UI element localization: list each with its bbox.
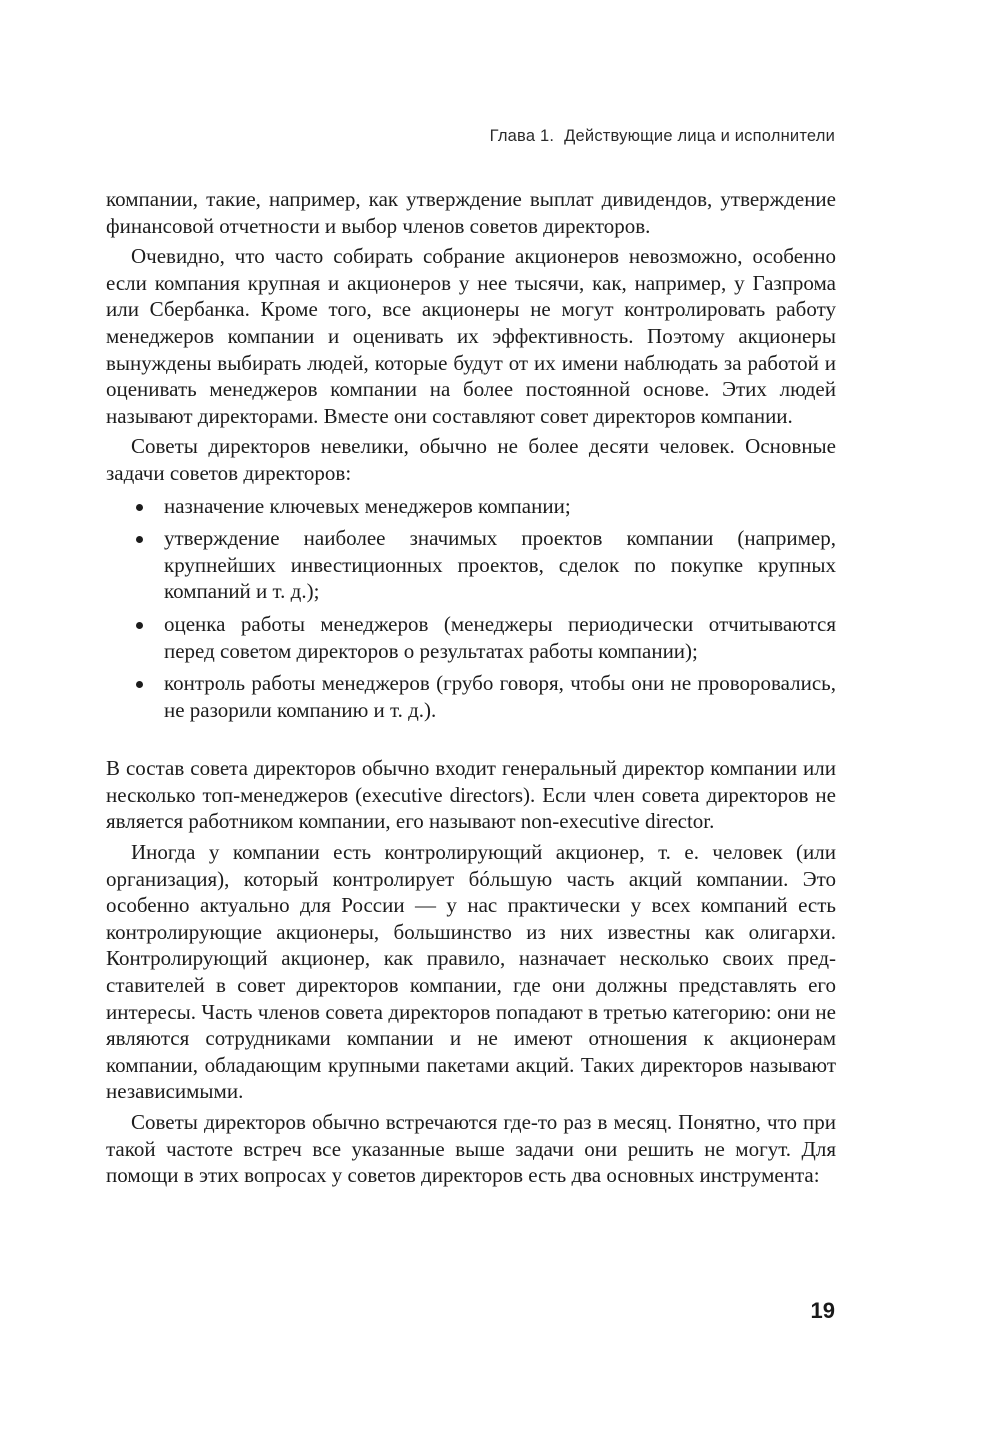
chapter-label: Глава 1. <box>489 127 555 145</box>
list-item <box>164 670 836 723</box>
page-number: 19 <box>810 1298 835 1323</box>
bullet-icon <box>136 536 143 543</box>
paragraph: Советы директоров обычно встречаются где-то раз в месяц. Понятно, что при такой частоте встреч все указанные выше задачи они решить не могут. Для помощи в этих вопросах у советов директоров есть два основных инструмента: <box>106 1110 836 1188</box>
paragraph: Очевидно, что часто собирать собрание акционеров невозможно, особенно если компания крупная и акционеров у нее тысячи, как, например, у Газпрома или Сбербанка. Кроме того, все акционеры не могут контролировать работу менеджеров компании и оценивать их эффективность. Поэтому акционеры вынуждены выбирать людей, которые будут от их имени наблюдать за работой и оценивать менеджеров компании на более постоянной основе. Этих людей называют директорами. Вместе они составляют совет директоров компании. <box>106 244 836 428</box>
page-body <box>106 186 836 1193</box>
list-item <box>164 493 836 520</box>
chapter-title: Действующие лица и исполнители <box>564 127 835 145</box>
list-item-text: утверждение наиболее значимых проектов компании (например, крупнейших инвестиционных проектов, сделок по покупке крупных компаний и т. д.); <box>164 526 836 604</box>
list-item-text: назначение ключевых менеджеров компании; <box>164 493 571 518</box>
paragraph: Иногда у компании есть контролирующий акционер, т. е. человек (или организация), который контролирует бóльшую часть акций компании. Это особенно актуально для России — у нас практически у всех компаний есть контролирующие акционеры, большинство из них известны как олигархи. Контролирующий акционер, как правило, назначает несколько своих представителей в совет директоров компании, где они должны представлять его интересы. Часть членов совета директоров попадают в третью категорию: они не являются сотрудниками компании и не имеют отношения к акционерам компании, обладающим крупными пакетами акций. Таких директоров называют независимыми. <box>106 840 836 1104</box>
list-item-text: контроль работы менеджеров (грубо говоря, чтобы они не проворовались, не разорили компанию и т. д.). <box>164 671 836 722</box>
paragraph: Советы директоров невелики, обычно не более десяти человек. Основные задачи советов директоров: <box>106 434 836 485</box>
list-item <box>164 525 836 605</box>
board-tasks-list <box>106 493 836 724</box>
running-header <box>490 127 835 146</box>
bullet-icon <box>136 504 143 511</box>
list-item-text: оценка работы менеджеров (менеджеры периодически отчитываются перед советом директоров о результатах работы компании); <box>164 611 836 663</box>
paragraph: компании, такие, например, как утверждение выплат дивидендов, утверждение финансовой отчетности и выбор членов советов директоров. <box>106 187 836 238</box>
paragraph: В состав совета директоров обычно входит генеральный директор компании или несколько топ-менеджеров (executive directors). Если член совета директоров не является работником компании, его называют non-executive director. <box>106 756 836 834</box>
list-item <box>164 611 836 664</box>
bullet-icon <box>136 681 143 688</box>
bullet-icon <box>136 622 143 629</box>
